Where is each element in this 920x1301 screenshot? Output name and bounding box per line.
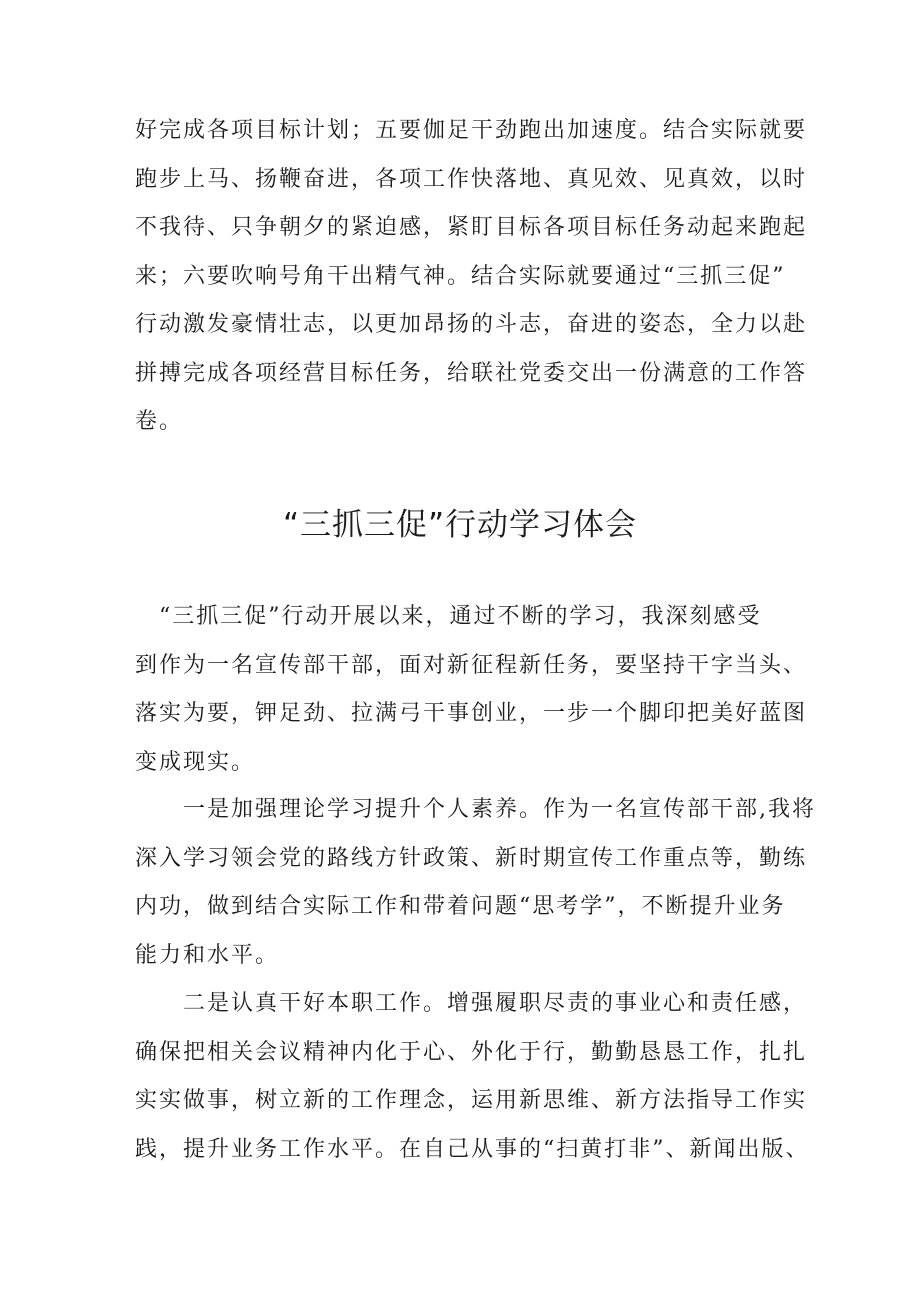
point-one-paragraph: [135, 786, 816, 980]
paragraph-line: 践，提升业务工作水平。在自己从事的“扫黄打非”、新闻出版、: [135, 1136, 810, 1162]
paragraph-line: 确保把相关会议精神内化于心、外化于行，勤勤恳恳工作，扎扎: [135, 1039, 808, 1065]
paragraph-line: “三抓三促”行动开展以来，通过不断的学习，我深刻感受: [135, 604, 762, 629]
paragraph-line: 来；六要吹响号角干出精气神。结合实际就要通过“三抓三促”: [135, 263, 786, 289]
point-two-paragraph: [135, 980, 810, 1174]
top-paragraph: [135, 107, 808, 447]
paragraph-line: 好完成各项目标计划；五要伽足干劲跑出加速度。结合实际就要: [135, 118, 808, 143]
paragraph-line: 一是加强理论学习提升个人素养。作为一名宣传部干部,我将: [135, 797, 816, 822]
paragraph-line: 跑步上马、扬鞭奋进，各项工作快落地、真见效、见真效，以时: [135, 166, 808, 192]
paragraph-line: 深入学习领会党的路线方针政策、新时期宣传工作重点等，勤练: [135, 845, 808, 871]
paragraph-line: 拼搏完成各项经营目标任务，给联社党委交出一份满意的工作答: [135, 360, 808, 386]
paragraph-line: 内功，做到结合实际工作和带着问题“思考学”，不断提升业务: [135, 894, 786, 919]
article-title: “三抓三促”行动学习体会: [282, 507, 638, 543]
paragraph-line: 实实做事，树立新的工作理念，运用新思维、新方法指导工作实: [135, 1088, 808, 1113]
paragraph-line: 能力和水平。: [135, 942, 280, 968]
paragraph-line: 到作为一名宣传部干部，面对新征程新任务，要坚持干字当头、: [135, 652, 808, 678]
paragraph-line: 行动激发豪情壮志，以更加昂扬的斗志，奋进的姿态，全力以赴: [135, 312, 808, 337]
paragraph-line: 二是认真干好本职工作。增强履职尽责的事业心和责任感，: [135, 991, 808, 1016]
paragraph-line: 变成现实。: [135, 749, 256, 775]
paragraph-line: 落实为要，钾足劲、拉满弓干事创业，一步一个脚印把美好蓝图: [135, 701, 808, 726]
paragraph-line: 卷。: [135, 409, 184, 434]
intro-paragraph: [135, 593, 808, 787]
paragraph-line: 不我待、只争朝夕的紧迫感，紧盯目标各项目标任务动起来跑起: [135, 215, 808, 240]
